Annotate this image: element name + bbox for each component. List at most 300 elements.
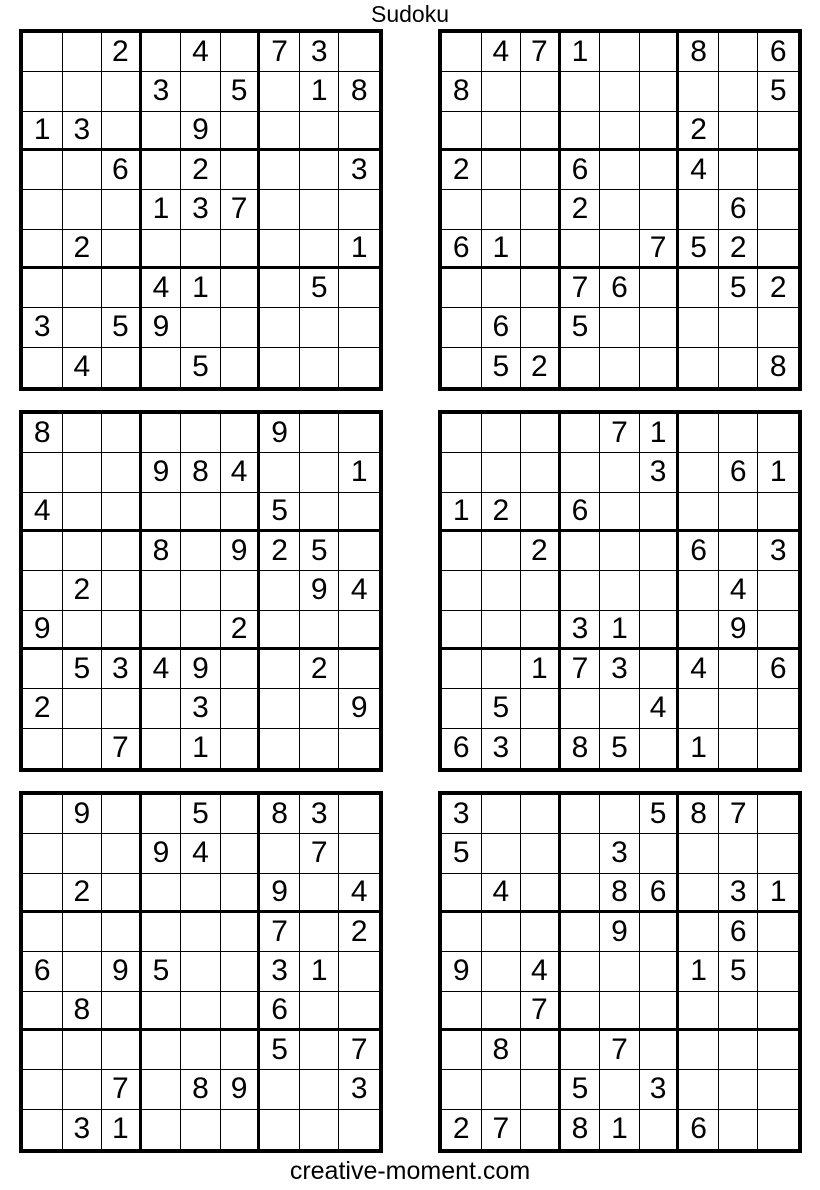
sudoku-cell-r6c1 — [23, 992, 63, 1031]
sudoku-cell-r7c8 — [719, 1031, 759, 1070]
sudoku-cell-r5c8: 9 — [300, 571, 340, 610]
sudoku-cell-r5c8: 1 — [300, 952, 340, 991]
sudoku-cell-r5c2 — [63, 190, 103, 229]
sudoku-cell-r4c9: 3 — [758, 532, 798, 571]
sudoku-cell-r3c8 — [300, 493, 340, 532]
sudoku-cell-r4c2 — [63, 532, 103, 571]
sudoku-cell-r8c8 — [300, 1070, 340, 1109]
sudoku-cell-r6c9 — [758, 992, 798, 1031]
sudoku-cell-r7c7 — [679, 269, 719, 308]
sudoku-cell-r2c8 — [300, 453, 340, 492]
sudoku-cell-r5c5 — [600, 571, 640, 610]
sudoku-cell-r9c6 — [221, 729, 261, 768]
sudoku-cell-r8c1 — [442, 308, 482, 347]
sudoku-cell-r5c3 — [521, 190, 561, 229]
sudoku-cell-r7c3: 3 — [102, 650, 142, 689]
sudoku-cell-r9c1: 6 — [442, 729, 482, 768]
sudoku-cell-r3c8 — [300, 112, 340, 151]
sudoku-cell-r8c6 — [221, 689, 261, 728]
sudoku-cell-r5c6 — [640, 571, 680, 610]
sudoku-cell-r9c9 — [758, 1110, 798, 1149]
sudoku-cell-r6c8 — [300, 230, 340, 269]
sudoku-cell-r6c4 — [142, 230, 182, 269]
sudoku-cell-r9c4 — [142, 1110, 182, 1149]
sudoku-cell-r8c2 — [63, 1070, 103, 1109]
sudoku-cell-r9c6 — [640, 1110, 680, 1149]
sudoku-cell-r6c7: 5 — [679, 230, 719, 269]
sudoku-cell-r5c7 — [679, 571, 719, 610]
sudoku-cell-r4c4 — [561, 532, 601, 571]
sudoku-cell-r9c1 — [23, 1110, 63, 1149]
sudoku-cell-r3c5 — [181, 874, 221, 913]
sudoku-cell-r8c3: 5 — [102, 308, 142, 347]
sudoku-cell-r2c7 — [260, 453, 300, 492]
sudoku-cell-r3c3 — [521, 493, 561, 532]
sudoku-cell-r8c3 — [521, 1070, 561, 1109]
sudoku-cell-r1c4: 1 — [561, 33, 601, 72]
sudoku-cell-r1c3 — [521, 414, 561, 453]
sudoku-cell-r6c8 — [300, 611, 340, 650]
sudoku-cell-r9c9 — [339, 1110, 379, 1149]
sudoku-cell-r3c8 — [719, 112, 759, 151]
sudoku-cell-r4c4 — [142, 913, 182, 952]
sudoku-cell-r4c7: 4 — [679, 151, 719, 190]
sudoku-cell-r9c9 — [339, 348, 379, 387]
sudoku-cell-r6c4 — [561, 230, 601, 269]
sudoku-cell-r6c7: 6 — [260, 992, 300, 1031]
sudoku-cell-r4c6 — [221, 151, 261, 190]
sudoku-cell-r2c3 — [102, 453, 142, 492]
sudoku-cell-r3c2: 3 — [63, 112, 103, 151]
sudoku-cell-r2c4 — [561, 453, 601, 492]
sudoku-cell-r5c4 — [561, 952, 601, 991]
sudoku-cell-r3c2: 4 — [482, 874, 522, 913]
sudoku-cell-r7c8: 5 — [719, 269, 759, 308]
sudoku-cell-r7c8: 5 — [300, 269, 340, 308]
sudoku-cell-r5c7: 3 — [260, 952, 300, 991]
sudoku-cell-r3c9: 4 — [339, 874, 379, 913]
sudoku-cell-r6c4 — [142, 611, 182, 650]
sudoku-cell-r4c2 — [482, 532, 522, 571]
sudoku-cell-r4c4 — [561, 913, 601, 952]
sudoku-cell-r1c4 — [142, 33, 182, 72]
sudoku-cell-r8c1: 3 — [23, 308, 63, 347]
sudoku-cell-r7c4: 7 — [561, 650, 601, 689]
sudoku-cell-r3c4: 6 — [561, 493, 601, 532]
sudoku-cell-r1c8: 7 — [719, 795, 759, 834]
sudoku-cell-r2c6: 5 — [221, 72, 261, 111]
sudoku-cell-r9c3: 1 — [102, 1110, 142, 1149]
sudoku-cell-r6c5 — [181, 230, 221, 269]
sudoku-cell-r5c8: 4 — [719, 571, 759, 610]
sudoku-cell-r5c1 — [442, 571, 482, 610]
sudoku-cell-r3c2: 2 — [482, 493, 522, 532]
sudoku-cell-r9c2: 7 — [482, 1110, 522, 1149]
sudoku-cell-r8c5: 8 — [181, 1070, 221, 1109]
sudoku-cell-r7c7 — [679, 1031, 719, 1070]
sudoku-cell-r7c5: 9 — [181, 650, 221, 689]
sudoku-cell-r2c3 — [102, 72, 142, 111]
sudoku-cell-r6c9 — [758, 230, 798, 269]
sudoku-cell-r6c5: 1 — [600, 611, 640, 650]
sudoku-cell-r6c8 — [300, 992, 340, 1031]
sudoku-cell-r7c5: 7 — [600, 1031, 640, 1070]
sudoku-cell-r7c6 — [221, 269, 261, 308]
sudoku-cell-r9c5: 1 — [600, 1110, 640, 1149]
sudoku-cell-r4c9: 2 — [339, 913, 379, 952]
sudoku-cell-r2c3 — [521, 72, 561, 111]
sudoku-cell-r8c8 — [300, 308, 340, 347]
sudoku-cell-r8c6 — [221, 308, 261, 347]
sudoku-cell-r8c8 — [300, 689, 340, 728]
sudoku-cell-r3c1: 1 — [23, 112, 63, 151]
sudoku-cell-r6c4: 3 — [561, 611, 601, 650]
sudoku-cell-r5c3: 9 — [102, 952, 142, 991]
sudoku-cell-r1c5: 7 — [600, 414, 640, 453]
sudoku-cell-r1c1 — [442, 33, 482, 72]
sudoku-cell-r5c2 — [482, 571, 522, 610]
sudoku-cell-r7c4 — [561, 1031, 601, 1070]
sudoku-cell-r4c1 — [23, 532, 63, 571]
sudoku-cell-r7c3 — [102, 1031, 142, 1070]
sudoku-cell-r7c7 — [260, 269, 300, 308]
sudoku-cell-r7c3 — [521, 1031, 561, 1070]
sudoku-cell-r1c5: 5 — [181, 795, 221, 834]
sudoku-cell-r1c8: 3 — [300, 33, 340, 72]
sudoku-cell-r7c6 — [640, 269, 680, 308]
sudoku-cell-r9c3: 2 — [521, 348, 561, 387]
sudoku-cell-r4c4 — [142, 151, 182, 190]
sudoku-cell-r5c2: 2 — [63, 571, 103, 610]
sudoku-cell-r3c8 — [719, 493, 759, 532]
sudoku-cell-r2c4: 9 — [142, 453, 182, 492]
sudoku-cell-r3c1: 4 — [23, 493, 63, 532]
sudoku-cell-r7c8 — [300, 1031, 340, 1070]
sudoku-cell-r8c5 — [600, 308, 640, 347]
sudoku-cell-r5c6 — [640, 952, 680, 991]
sudoku-cell-r9c7 — [679, 348, 719, 387]
sudoku-cell-r3c1 — [23, 874, 63, 913]
sudoku-cell-r7c2 — [63, 269, 103, 308]
sudoku-cell-r7c9: 7 — [339, 1031, 379, 1070]
sudoku-cell-r4c8 — [719, 151, 759, 190]
sudoku-cell-r9c6 — [221, 348, 261, 387]
sudoku-cell-r9c7 — [260, 729, 300, 768]
sudoku-cell-r4c2 — [63, 151, 103, 190]
sudoku-cell-r3c3 — [102, 493, 142, 532]
sudoku-cell-r8c1 — [442, 689, 482, 728]
sudoku-cell-r3c1 — [442, 112, 482, 151]
sudoku-cell-r4c1 — [23, 913, 63, 952]
sudoku-cell-r9c2: 5 — [482, 348, 522, 387]
sudoku-cell-r7c1 — [23, 650, 63, 689]
sudoku-cell-r2c9: 5 — [758, 72, 798, 111]
sudoku-cell-r2c2 — [63, 834, 103, 873]
sudoku-cell-r9c2: 3 — [482, 729, 522, 768]
sudoku-cell-r1c9 — [339, 795, 379, 834]
sudoku-cell-r1c8 — [719, 414, 759, 453]
sudoku-cell-r1c6 — [221, 33, 261, 72]
sudoku-cell-r4c2 — [482, 913, 522, 952]
sudoku-cell-r3c2 — [63, 493, 103, 532]
sudoku-cell-r1c1 — [442, 414, 482, 453]
sudoku-cell-r7c7 — [260, 650, 300, 689]
sudoku-cell-r8c9 — [758, 1070, 798, 1109]
sudoku-cell-r7c6 — [640, 650, 680, 689]
sudoku-cell-r1c3 — [521, 795, 561, 834]
sudoku-cell-r5c1 — [442, 190, 482, 229]
sudoku-cell-r5c4 — [561, 571, 601, 610]
sudoku-cell-r9c2: 4 — [63, 348, 103, 387]
sudoku-cell-r1c6: 5 — [640, 795, 680, 834]
sudoku-cell-r3c6 — [221, 874, 261, 913]
sudoku-cell-r1c1: 8 — [23, 414, 63, 453]
sudoku-cell-r7c1 — [23, 1031, 63, 1070]
sudoku-cell-r6c6: 7 — [640, 230, 680, 269]
sudoku-cell-r9c8 — [719, 348, 759, 387]
sudoku-cell-r3c6 — [640, 112, 680, 151]
sudoku-cell-r7c1 — [442, 269, 482, 308]
sudoku-cell-r2c5 — [600, 72, 640, 111]
sudoku-cell-r6c7 — [679, 611, 719, 650]
sudoku-cell-r6c2: 2 — [63, 230, 103, 269]
sudoku-cell-r9c4: 8 — [561, 729, 601, 768]
sudoku-cell-r4c9 — [758, 913, 798, 952]
sudoku-cell-r5c7 — [260, 571, 300, 610]
sudoku-cell-r6c1 — [23, 230, 63, 269]
sudoku-cell-r8c7 — [260, 308, 300, 347]
sudoku-cell-r7c3 — [102, 269, 142, 308]
sudoku-cell-r1c5 — [181, 414, 221, 453]
sudoku-cell-r3c9: 1 — [758, 874, 798, 913]
sudoku-cell-r2c2 — [482, 453, 522, 492]
sudoku-cell-r1c3 — [102, 795, 142, 834]
sudoku-cell-r5c9 — [758, 190, 798, 229]
sudoku-cell-r2c2 — [482, 72, 522, 111]
sudoku-cell-r4c5 — [600, 532, 640, 571]
sudoku-cell-r1c3 — [102, 414, 142, 453]
sudoku-cell-r1c7: 8 — [260, 795, 300, 834]
sudoku-cell-r9c6 — [640, 729, 680, 768]
sudoku-cell-r9c5: 1 — [181, 729, 221, 768]
sudoku-cell-r2c5 — [181, 72, 221, 111]
sudoku-board-2 — [438, 29, 802, 391]
sudoku-cell-r1c5 — [600, 33, 640, 72]
sudoku-cell-r5c4: 5 — [142, 952, 182, 991]
sudoku-cell-r8c2: 5 — [482, 689, 522, 728]
sudoku-cell-r1c4 — [561, 795, 601, 834]
sudoku-cell-r2c8: 7 — [300, 834, 340, 873]
sudoku-cell-r1c9 — [758, 414, 798, 453]
sudoku-cell-r7c9: 2 — [758, 269, 798, 308]
sudoku-cell-r8c9 — [758, 308, 798, 347]
sudoku-cell-r3c7 — [679, 493, 719, 532]
sudoku-cell-r5c6 — [221, 571, 261, 610]
sudoku-cell-r3c1: 1 — [442, 493, 482, 532]
sudoku-cell-r9c1 — [442, 348, 482, 387]
sudoku-board-1 — [19, 29, 383, 391]
sudoku-cell-r2c7 — [679, 834, 719, 873]
sudoku-cell-r6c7 — [679, 992, 719, 1031]
sudoku-cell-r4c9 — [339, 532, 379, 571]
sudoku-cell-r2c7 — [260, 834, 300, 873]
sudoku-cell-r8c6: 9 — [221, 1070, 261, 1109]
sudoku-cell-r3c3 — [521, 112, 561, 151]
sudoku-cell-r6c3 — [102, 230, 142, 269]
sudoku-cell-r5c7 — [260, 190, 300, 229]
sudoku-cell-r1c2: 9 — [63, 795, 103, 834]
sudoku-cell-r3c2: 2 — [63, 874, 103, 913]
sudoku-cell-r6c5 — [181, 992, 221, 1031]
sudoku-cell-r8c3 — [102, 689, 142, 728]
sudoku-cell-r9c4: 8 — [561, 1110, 601, 1149]
sudoku-cell-r5c4: 2 — [561, 190, 601, 229]
sudoku-cell-r8c4 — [142, 689, 182, 728]
sudoku-cell-r6c6: 2 — [221, 611, 261, 650]
sudoku-cell-r7c9: 6 — [758, 650, 798, 689]
sudoku-cell-r6c9: 1 — [339, 230, 379, 269]
sudoku-cell-r2c1 — [442, 453, 482, 492]
sudoku-cell-r4c9 — [758, 151, 798, 190]
sudoku-cell-r8c6: 4 — [640, 689, 680, 728]
sudoku-cell-r1c4 — [561, 414, 601, 453]
sudoku-cell-r2c5 — [600, 453, 640, 492]
sudoku-cell-r4c7: 2 — [260, 532, 300, 571]
sudoku-cell-r5c9: 4 — [339, 571, 379, 610]
sudoku-cell-r9c9 — [758, 729, 798, 768]
sudoku-cell-r2c1: 5 — [442, 834, 482, 873]
sudoku-cell-r1c2: 4 — [482, 33, 522, 72]
sudoku-cell-r2c9 — [758, 834, 798, 873]
sudoku-cell-r1c8 — [300, 414, 340, 453]
sudoku-cell-r4c4: 8 — [142, 532, 182, 571]
sudoku-cell-r5c1 — [23, 571, 63, 610]
sudoku-cell-r3c4 — [142, 112, 182, 151]
sudoku-cell-r6c1 — [442, 611, 482, 650]
sudoku-cell-r1c9 — [339, 33, 379, 72]
sudoku-cell-r4c2 — [482, 151, 522, 190]
sudoku-cell-r4c6 — [640, 151, 680, 190]
sudoku-cell-r2c9: 1 — [758, 453, 798, 492]
sudoku-cell-r1c6 — [221, 414, 261, 453]
sudoku-cell-r5c5: 3 — [181, 190, 221, 229]
sudoku-board-3 — [19, 410, 383, 772]
sudoku-cell-r4c3 — [102, 532, 142, 571]
sudoku-cell-r9c9 — [339, 729, 379, 768]
sudoku-cell-r5c5 — [181, 571, 221, 610]
sudoku-cell-r6c6 — [221, 230, 261, 269]
sudoku-cell-r1c5 — [600, 795, 640, 834]
sudoku-cell-r6c6 — [221, 992, 261, 1031]
sudoku-cell-r7c8: 2 — [300, 650, 340, 689]
sudoku-cell-r2c9 — [339, 834, 379, 873]
sudoku-cell-r3c6 — [221, 112, 261, 151]
sudoku-cell-r9c3: 7 — [102, 729, 142, 768]
sudoku-cell-r8c9: 9 — [339, 689, 379, 728]
sudoku-cell-r2c3 — [521, 453, 561, 492]
sudoku-cell-r8c1 — [23, 1070, 63, 1109]
sudoku-cell-r4c8 — [300, 151, 340, 190]
sudoku-cell-r7c4: 4 — [142, 650, 182, 689]
sudoku-cell-r9c9: 8 — [769, 350, 787, 384]
sudoku-cell-r9c6 — [640, 348, 680, 387]
sudoku-cell-r3c5: 9 — [181, 112, 221, 151]
sudoku-cell-r6c1 — [442, 992, 482, 1031]
sudoku-cell-r8c8 — [719, 1070, 759, 1109]
sudoku-cell-r4c6 — [221, 913, 261, 952]
sudoku-cell-r2c8 — [719, 72, 759, 111]
sudoku-cell-r5c7 — [679, 190, 719, 229]
sudoku-cell-r5c1: 9 — [442, 952, 482, 991]
sudoku-cell-r5c7: 1 — [679, 952, 719, 991]
sudoku-cell-r1c1 — [23, 33, 63, 72]
website-credit: creative-moment.com — [289, 1157, 531, 1185]
sudoku-cell-r6c2: 1 — [482, 230, 522, 269]
sudoku-cell-r2c9: 1 — [339, 453, 379, 492]
sudoku-cell-r1c4 — [142, 795, 182, 834]
sudoku-cell-r4c6: 9 — [221, 532, 261, 571]
sudoku-cell-r2c4 — [561, 72, 601, 111]
sudoku-cell-r7c5 — [181, 1031, 221, 1070]
sudoku-cell-r8c7 — [260, 1070, 300, 1109]
sudoku-cell-r2c7 — [260, 72, 300, 111]
sudoku-cell-r9c6 — [221, 1110, 261, 1149]
sudoku-cell-r9c7: 1 — [679, 729, 719, 768]
sudoku-cell-r3c9 — [758, 112, 798, 151]
sudoku-cell-r5c9 — [339, 952, 379, 991]
sudoku-cell-r4c3 — [102, 913, 142, 952]
sudoku-cell-r7c4: 4 — [142, 269, 182, 308]
sudoku-cell-r7c3 — [521, 269, 561, 308]
sudoku-cell-r7c7: 5 — [260, 1031, 300, 1070]
sudoku-cell-r2c8 — [719, 834, 759, 873]
sudoku-cell-r7c2 — [482, 269, 522, 308]
sudoku-cell-r2c2 — [63, 453, 103, 492]
sudoku-cell-r4c5 — [600, 151, 640, 190]
sudoku-cell-r9c3 — [521, 1110, 561, 1149]
sudoku-cell-r8c7 — [679, 308, 719, 347]
sudoku-cell-r9c2 — [63, 729, 103, 768]
sudoku-cell-r6c2: 8 — [63, 992, 103, 1031]
sudoku-cell-r7c5: 6 — [600, 269, 640, 308]
sudoku-cell-r9c8 — [719, 1110, 759, 1149]
sudoku-cell-r6c3 — [521, 611, 561, 650]
sudoku-cell-r9c8 — [719, 729, 759, 768]
sudoku-cell-r7c2: 5 — [63, 650, 103, 689]
sudoku-cell-r4c8: 5 — [300, 532, 340, 571]
sudoku-cell-r9c7 — [260, 348, 300, 387]
sudoku-cell-r2c7 — [679, 453, 719, 492]
sudoku-cell-r8c8 — [719, 308, 759, 347]
sudoku-cell-r1c9 — [758, 795, 798, 834]
sudoku-cell-r3c9 — [339, 112, 379, 151]
sudoku-cell-r6c7 — [260, 230, 300, 269]
sudoku-cell-r2c1 — [23, 834, 63, 873]
sudoku-cell-r5c5 — [600, 952, 640, 991]
sudoku-cell-r3c8 — [300, 874, 340, 913]
sudoku-cell-r8c8 — [719, 689, 759, 728]
sudoku-cell-r9c1 — [23, 348, 63, 387]
sudoku-cell-r5c9 — [339, 190, 379, 229]
sudoku-cell-r9c4 — [142, 348, 182, 387]
sudoku-cell-r6c3: 7 — [521, 992, 561, 1031]
sudoku-cell-r5c1: 6 — [23, 952, 63, 991]
sudoku-cell-r2c4: 9 — [142, 834, 182, 873]
sudoku-cell-r7c5: 1 — [181, 269, 221, 308]
sudoku-cell-r6c2 — [482, 992, 522, 1031]
sudoku-cell-r2c1: 8 — [442, 72, 482, 111]
sudoku-cell-r8c4: 9 — [142, 308, 182, 347]
